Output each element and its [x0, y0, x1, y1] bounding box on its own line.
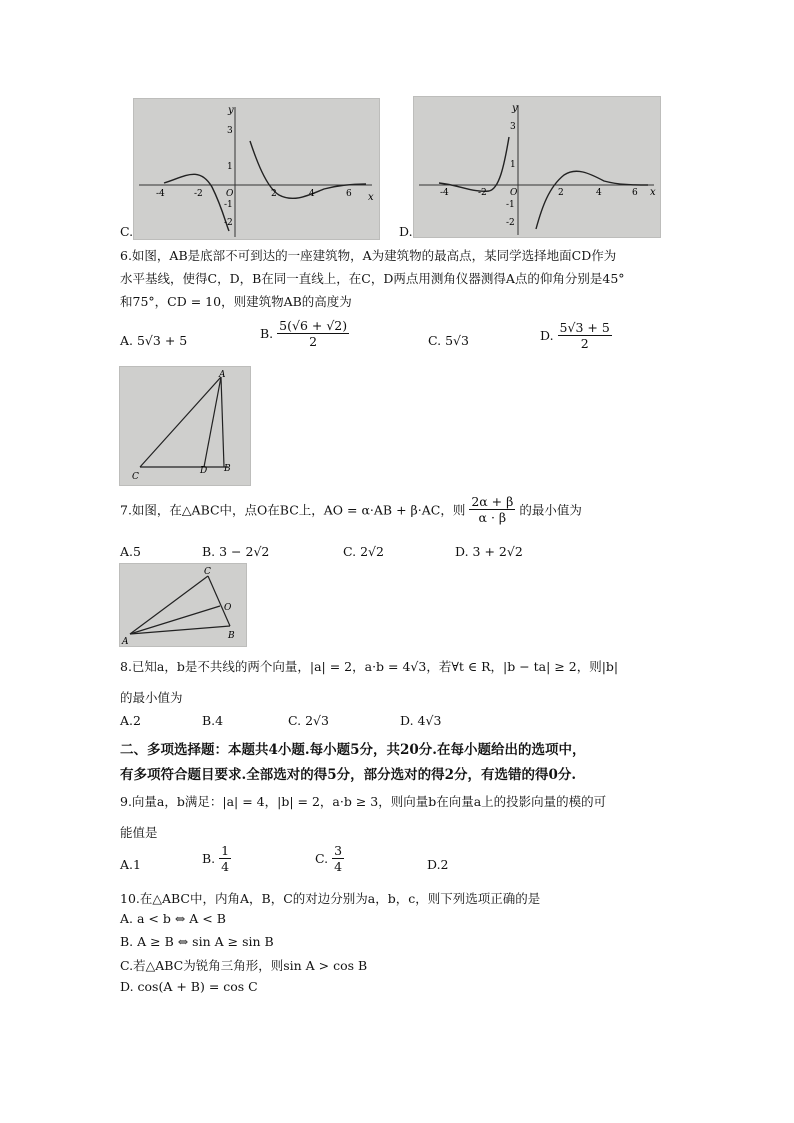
q9-line2: 能值是	[120, 825, 158, 840]
q10-option-d: D. cos(A + B) = cos C	[120, 979, 258, 994]
graph-c-axis-x: x	[368, 192, 374, 203]
q8-line2: 的最小值为	[120, 690, 183, 705]
q6-option-b-num: 5(√6 + √2)	[279, 318, 348, 333]
graph-c-svg	[134, 99, 379, 239]
q8-option-a: A.2	[120, 713, 141, 728]
q8-option-b: B.4	[202, 713, 224, 728]
q7-frac-den: α · β	[478, 510, 507, 525]
graph-c-tick: 6	[346, 189, 352, 199]
graph-d-tick: 6	[632, 188, 638, 198]
q7-fig-label-o: O	[224, 603, 232, 613]
q6-line2: 水平基线，使得C，D，B在同一直线上，在C，D两点用测角仪器测得A点的仰角分别是45°	[120, 271, 625, 286]
q9-option-b-num: 1	[221, 843, 230, 858]
q6-option-d-label: D.	[540, 328, 554, 343]
q8-line1: 8.已知a，b是不共线的两个向量，|a| = 2，a·b = 4√3，若∀t ∈ R，|b − ta| ≥ 2，则|b|	[120, 659, 619, 674]
q6-fig-label-b: B	[224, 464, 231, 474]
q6-option-d-den: 2	[580, 336, 589, 351]
q9-option-b-den: 4	[221, 859, 230, 874]
q7-option-a: A.5	[120, 544, 141, 559]
graph-d-tick: 4	[596, 188, 602, 198]
q7-figure-photo	[119, 563, 247, 647]
graph-c-tick: -1	[224, 200, 233, 210]
q10-option-a: A. a < b ⇔ A < B	[120, 911, 226, 926]
q9-option-b-label: B.	[202, 851, 216, 866]
q6-option-d	[540, 320, 612, 351]
graph-c-tick: 2	[271, 189, 277, 199]
graph-d-origin: O	[510, 188, 518, 198]
q9-option-a: A.1	[120, 857, 141, 872]
q6-option-c: C. 5√3	[428, 333, 469, 348]
q9-option-c-num: 3	[334, 843, 343, 858]
q7-frac-num: 2α + β	[471, 494, 514, 509]
q7-figure-svg	[120, 564, 246, 646]
q6-line3: 和75°，CD = 10，则建筑物AB的高度为	[120, 294, 352, 309]
q6-option-d-num: 5√3 + 5	[559, 320, 610, 335]
q10-option-b: B. A ≥ B ⇔ sin A ≥ sin B	[120, 934, 274, 949]
graph-d-axis-y: y	[512, 103, 518, 114]
q8-option-d: D. 4√3	[400, 713, 442, 728]
q6-figure-svg	[120, 367, 250, 485]
section2-heading-line2: 有多项符合题目要求.全部选对的得5分，部分选对的得2分，有选错的得0分.	[120, 767, 577, 783]
q7-tail: 的最小值为	[519, 502, 582, 518]
graph-d-label: D.	[399, 224, 413, 239]
q7-fraction	[469, 494, 515, 525]
q6-option-b-fraction	[277, 318, 349, 349]
q7-stem-row	[120, 494, 582, 525]
graph-c-tick: 3	[227, 126, 233, 136]
q9-option-c-label: C.	[315, 851, 329, 866]
q6-option-d-fraction	[558, 320, 612, 351]
graph-d-tick: -1	[506, 200, 515, 210]
graph-d-tick: -2	[506, 218, 515, 228]
q6-option-b-den: 2	[309, 334, 318, 349]
q10-option-c: C.若△ABC为锐角三角形，则sin A > cos B	[120, 958, 368, 973]
graph-c-tick: -2	[194, 189, 203, 199]
q7-option-c: C. 2√2	[343, 544, 384, 559]
q9-option-c	[315, 843, 344, 874]
graph-d-tick: 1	[510, 160, 516, 170]
q7-fig-label-b: B	[228, 631, 235, 641]
q7-option-d: D. 3 + 2√2	[455, 544, 523, 559]
q7-stem: 7.如图，在△ABC中，点O在BC上，AO = α·AB + β·AC，则	[120, 502, 466, 518]
q9-option-b-fraction	[219, 843, 231, 874]
q6-figure-photo	[119, 366, 251, 486]
q6-fig-label-d: D	[200, 466, 208, 476]
section2-heading-line1: 二、多项选择题：本题共4小题.每小题5分，共20分.在每小题给出的选项中，	[120, 742, 586, 758]
q6-option-a: A. 5√3 + 5	[120, 333, 188, 348]
q7-option-b: B. 3 − 2√2	[202, 544, 270, 559]
q6-option-b-label: B.	[260, 326, 274, 341]
graph-c-axis-y: y	[228, 105, 234, 116]
graph-c-tick: -4	[156, 189, 165, 199]
q9-line1: 9.向量a，b满足：|a| = 4，|b| = 2，a·b ≥ 3，则向量b在向量a上的投影向量的模的可	[120, 794, 607, 809]
graph-d-tick: 3	[510, 122, 516, 132]
q6-line1: 6.如图，AB是底部不可到达的一座建筑物，A为建筑物的最高点，某同学选择地面CD作为	[120, 248, 617, 263]
q10-stem: 10.在△ABC中，内角A，B，C的对边分别为a，b，c，则下列选项正确的是	[120, 891, 541, 906]
q8-option-c: C. 2√3	[288, 713, 329, 728]
q9-option-d: D.2	[427, 857, 449, 872]
graph-c-photo	[133, 98, 380, 240]
graph-c-tick: 1	[227, 162, 233, 172]
q9-option-c-den: 4	[334, 859, 343, 874]
q7-fig-label-a: A	[122, 637, 129, 646]
graph-d-tick: -2	[478, 188, 487, 198]
q9-option-c-fraction	[332, 843, 344, 874]
graph-d-tick: 2	[558, 188, 564, 198]
q6-fig-label-c: C	[132, 472, 139, 482]
q7-fig-label-c: C	[204, 567, 211, 577]
q6-option-b	[260, 318, 349, 349]
graph-d-svg	[414, 97, 660, 237]
graph-c-label: C.	[120, 224, 134, 239]
graph-c-tick: 4	[309, 189, 315, 199]
q6-fig-label-a: A	[219, 370, 226, 380]
graph-c-origin: O	[226, 189, 234, 199]
graph-d-photo	[413, 96, 661, 238]
graph-c-tick: -2	[224, 218, 233, 228]
graph-d-axis-x: x	[650, 187, 656, 198]
graph-d-tick: -4	[440, 188, 449, 198]
q9-option-b	[202, 843, 231, 874]
